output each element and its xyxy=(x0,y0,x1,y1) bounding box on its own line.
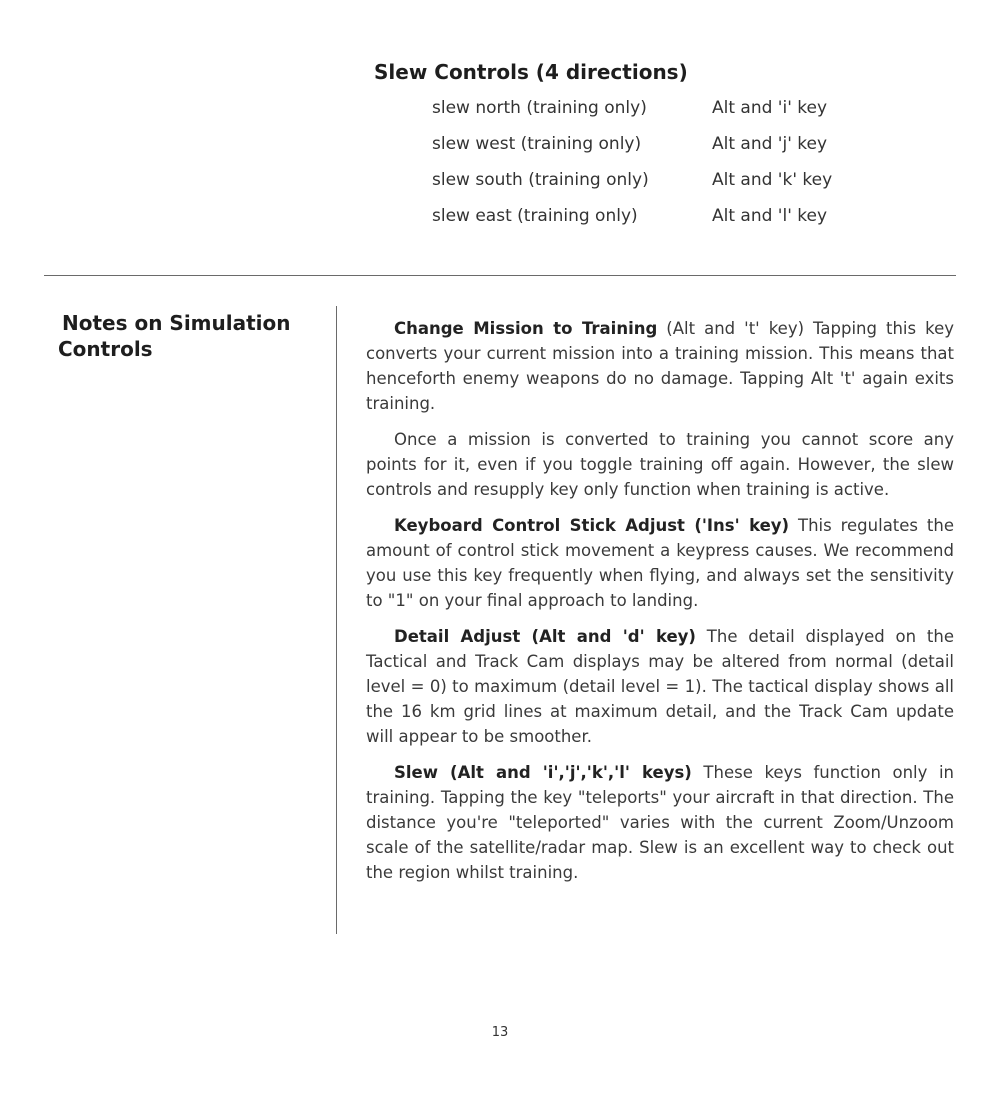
paragraph-text: The detail displayed on the Tactical and Track Cam displays may be altered from normal (detail level = 0) to maximum (detail level = 1). The tactical display shows all the 16 km grid lines at maximum detail, and the Track Cam update will appear to be smoother. xyxy=(366,627,954,746)
section-body xyxy=(366,316,954,896)
paragraph xyxy=(366,624,954,749)
slew-action: slew north (training only) xyxy=(432,98,647,118)
paragraph xyxy=(366,427,954,502)
section-title xyxy=(58,310,318,362)
paragraph-lead: Slew (Alt and 'i','j','k','l' keys) xyxy=(394,763,692,782)
section-title-line2: Controls xyxy=(58,337,153,361)
page-number: 13 xyxy=(491,1025,509,1040)
paragraph-lead: Detail Adjust (Alt and 'd' key) xyxy=(394,627,696,646)
paragraph-text: These keys function only in training. Tapping the key "teleports" your aircraft in that direction. The distance you're "teleported" varies with the current Zoom/Unzoom scale of the satellite/radar map. Slew is an excellent way to check out the region whilst training. xyxy=(366,763,955,882)
slew-key: Alt and 'i' key xyxy=(712,98,828,118)
paragraph-text: (Alt and 't' key) Tapping this key converts your current mission into a training mission. This means that henceforth enemy weapons do no damage. Tapping Alt 't' again exits training. xyxy=(366,319,954,413)
paragraph xyxy=(366,513,954,613)
paragraph-text: Once a mission is converted to training you cannot score any points for it, even if you toggle training off again. However, the slew controls and resupply key only function when training is active. xyxy=(366,430,954,499)
slew-key: Alt and 'j' key xyxy=(712,134,828,154)
paragraph-lead: Change Mission to Training xyxy=(394,319,658,338)
paragraph xyxy=(366,760,954,885)
section-title-line1: Notes on Simulation xyxy=(62,311,291,335)
paragraph-text: This regulates the amount of control stick movement a keypress causes. We recommend you use this key frequently when flying, and always set the sensitivity to "1" on your final approach to landing. xyxy=(366,516,954,610)
column-rule xyxy=(336,306,337,934)
slew-controls-heading: Slew Controls (4 directions) xyxy=(374,60,688,84)
slew-action: slew south (training only) xyxy=(432,170,649,190)
section-divider xyxy=(44,275,956,276)
paragraph xyxy=(366,316,954,416)
slew-action: slew west (training only) xyxy=(432,134,642,154)
slew-key: Alt and 'k' key xyxy=(712,170,833,190)
paragraph-lead: Keyboard Control Stick Adjust ('Ins' key) xyxy=(394,516,790,535)
slew-key: Alt and 'l' key xyxy=(712,206,828,226)
slew-action: slew east (training only) xyxy=(432,206,638,226)
